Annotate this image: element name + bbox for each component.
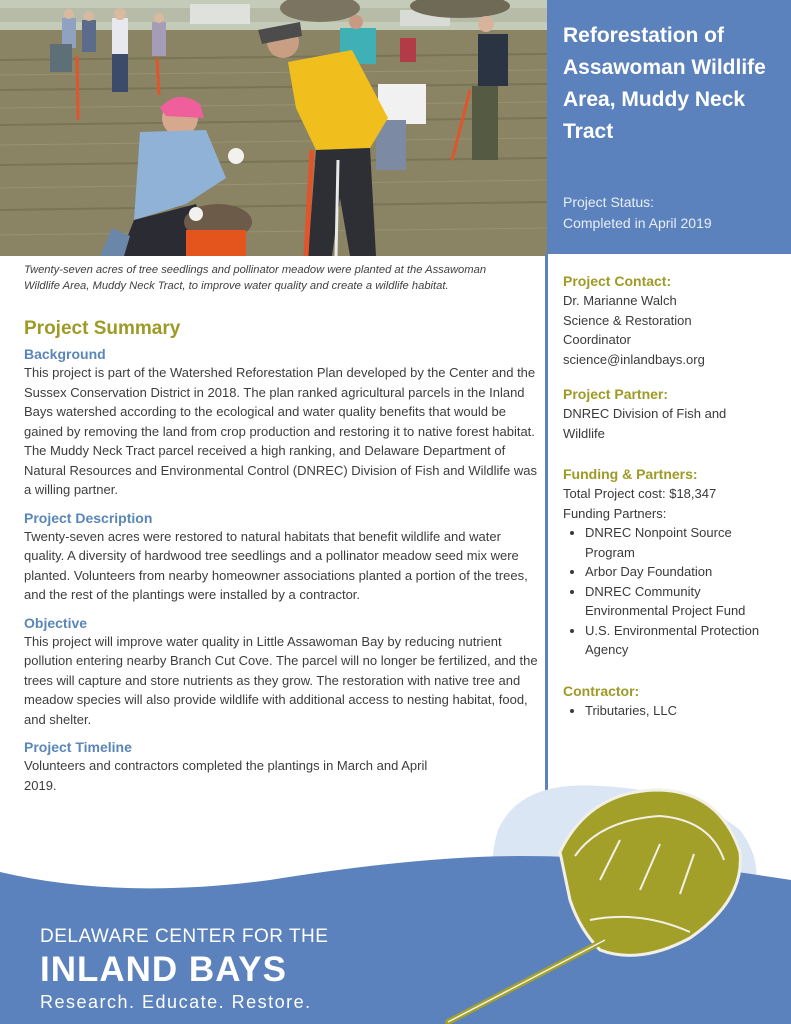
list-item: • DNREC Nonpoint Source Program bbox=[585, 523, 785, 562]
funding-block bbox=[563, 465, 785, 660]
photo-caption: Twenty-seven acres of tree seedlings and pollinator meadow were planted at the Assawoman Wildlife Area, Muddy Neck Tract, to improve water quality and create a wildlife habitat. bbox=[24, 264, 487, 292]
project-details-sidebar bbox=[563, 272, 785, 736]
contractor-heading: Contractor: bbox=[563, 682, 640, 699]
background-body: This project is part of the Watershed Reforestation Plan developed by the Center and the Sussex Conservation District in 2018. The plan ranked agricultural parcels in the Inland Bays watershed according to the ecological and water quality benefits that would be gained by removing the land from crop production and restoring it to native forest habitat. The Muddy Neck Tract parcel received a high ranking, and Delaware Department of Natural Resources and Environmental Control (DNREC) Division of Fish and Wildlife was a willing partner. bbox=[24, 365, 537, 497]
photo-illustration bbox=[0, 0, 547, 256]
project-status bbox=[563, 192, 783, 234]
funding-partner-list bbox=[563, 523, 785, 660]
partner-block bbox=[563, 385, 785, 443]
contractor-block bbox=[563, 682, 785, 721]
org-name-line2: INLAND BAYS bbox=[40, 950, 287, 989]
org-tagline: Research. Educate. Restore. bbox=[40, 992, 312, 1012]
list-item: • Arbor Day Foundation bbox=[585, 562, 785, 582]
contractor-list bbox=[563, 701, 785, 721]
timeline-body: Volunteers and contractors completed the plantings in March and April 2019. bbox=[24, 758, 428, 793]
status-label: Project Status: bbox=[563, 194, 655, 210]
timeline-heading: Project Timeline bbox=[24, 739, 132, 755]
contact-role: Science & Restoration Coordinator bbox=[563, 312, 692, 347]
contact-heading: Project Contact: bbox=[563, 273, 672, 289]
contact-block bbox=[563, 272, 785, 369]
summary-title: Project Summary bbox=[24, 318, 181, 339]
partner-heading: Project Partner: bbox=[563, 386, 669, 402]
project-title: Reforestation of Assawoman Wildlife Area, Muddy Neck Tract bbox=[563, 24, 766, 143]
description-body: Twenty-seven acres were restored to natural habitats that benefit wildlife and water quality. A diversity of hardwood tree seedlings and a pollinator meadow seed mix were planted. Volunteers from nearby homeowner associations planted a portion of the trees, and the rest of the plantings were installed by a contractor. bbox=[24, 528, 528, 602]
project-title-panel bbox=[547, 0, 791, 254]
objective-heading: Objective bbox=[24, 614, 88, 631]
list-item: • Tributaries, LLC bbox=[585, 701, 785, 721]
column-divider bbox=[545, 254, 548, 802]
funding-heading: Funding & Partners: bbox=[563, 466, 698, 482]
funding-total: Total Project cost: $18,347 bbox=[563, 486, 717, 501]
status-value: Completed in April 2019 bbox=[563, 215, 712, 231]
org-name-line1: DELAWARE CENTER FOR THE bbox=[40, 926, 329, 947]
volunteers-planting-photo bbox=[0, 0, 547, 256]
list-item: • DNREC Community Environmental Project Fund bbox=[585, 582, 785, 621]
list-item: • U.S. Environmental Protection Agency bbox=[585, 621, 785, 660]
funding-partners-label: Funding Partners: bbox=[563, 505, 667, 521]
contact-name: Dr. Marianne Walch bbox=[563, 293, 677, 308]
project-summary bbox=[24, 318, 539, 805]
description-heading: Project Description bbox=[24, 509, 153, 526]
contact-email[interactable]: science@inlandbays.org bbox=[563, 351, 705, 367]
background-heading: Background bbox=[24, 346, 106, 362]
objective-body: This project will improve water quality in Little Assawoman Bay by reducing nutrient pollution entering nearby Branch Cut Cove. The parcel will no longer be fertilized, and the trees will capture and store nutrients as they grow. The restoration with native tree and meadow species will also provide wildlife with additional access to nesting habitat, food, and shelter. bbox=[24, 633, 538, 727]
partner-name: DNREC Division of Fish and Wildlife bbox=[563, 406, 727, 441]
